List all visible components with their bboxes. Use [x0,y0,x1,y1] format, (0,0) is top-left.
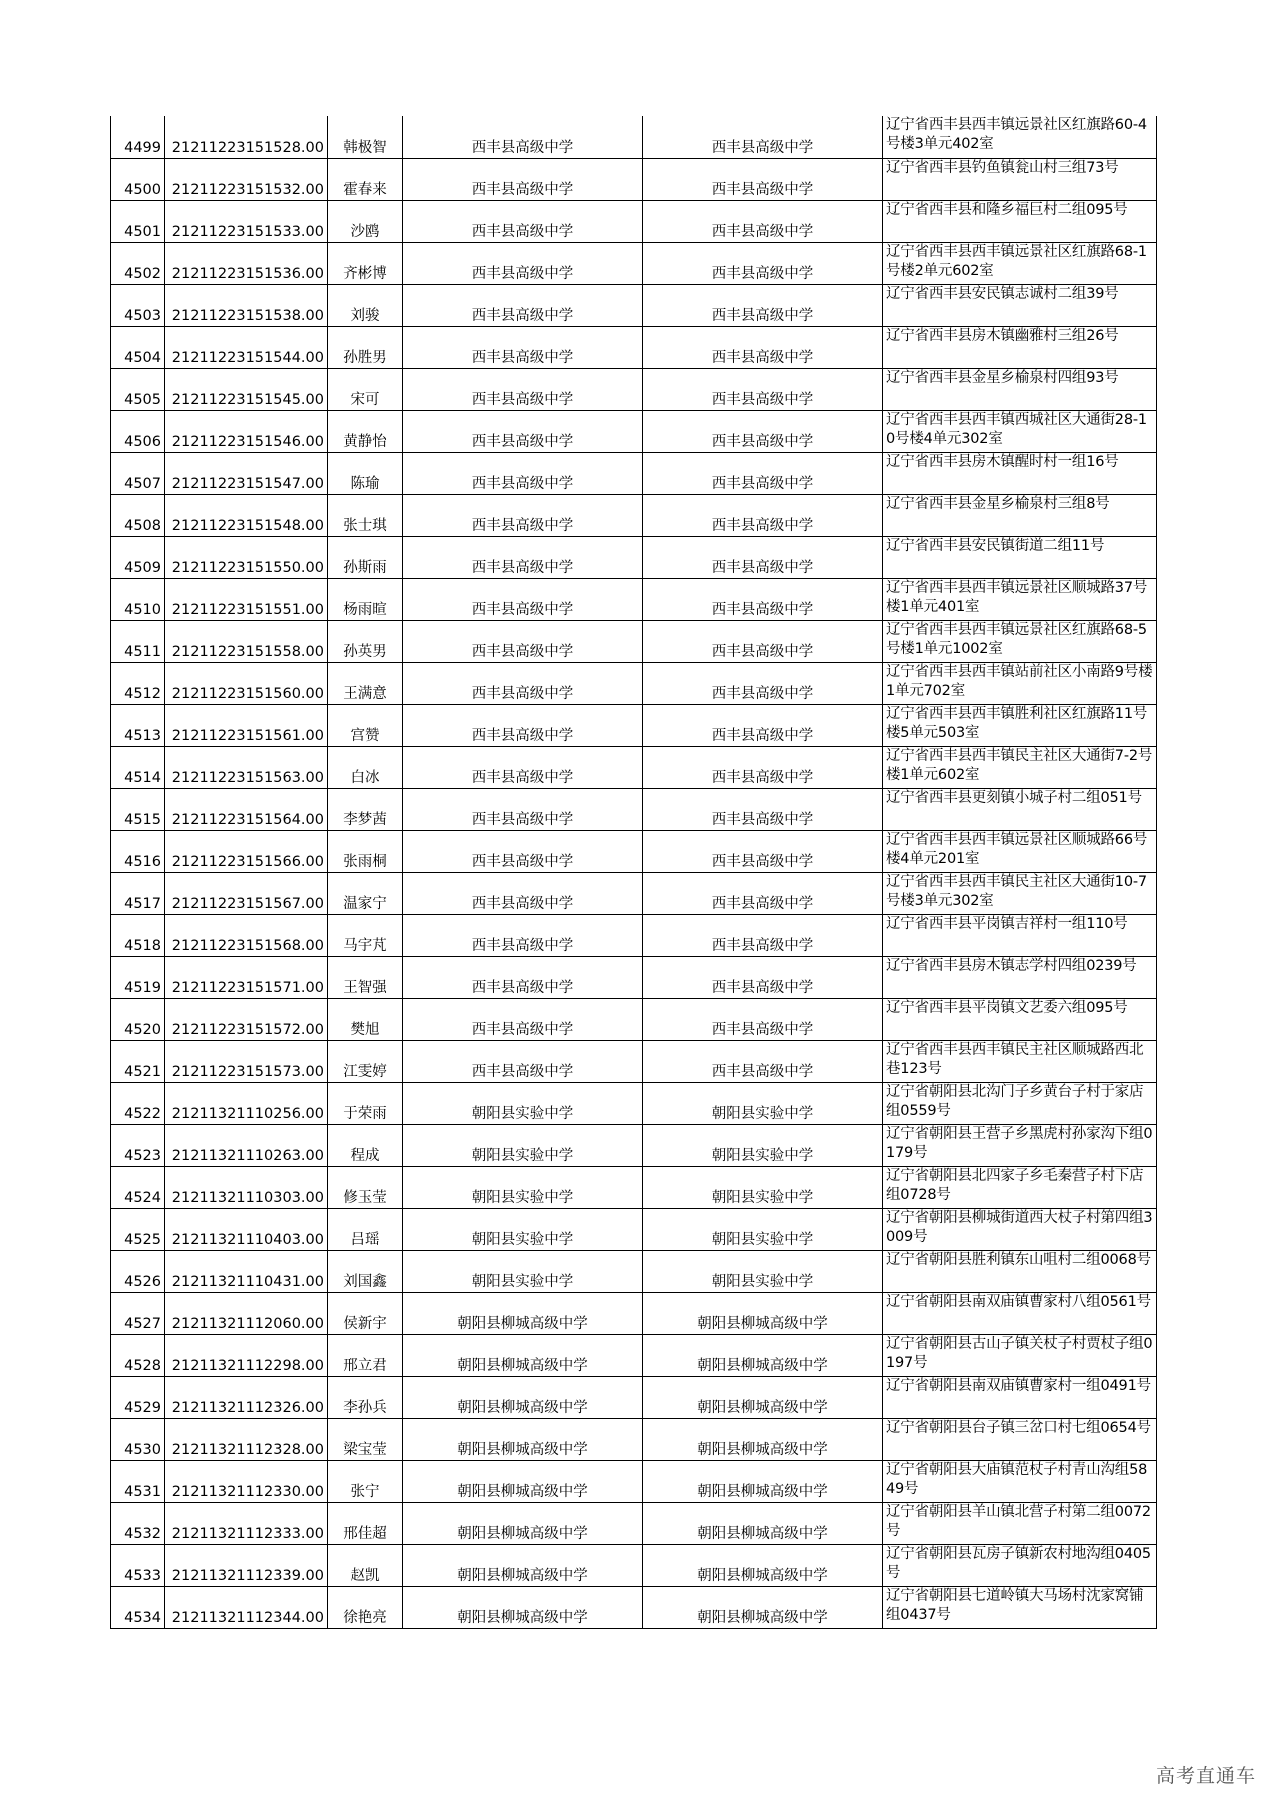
exam-id-cell: 21211223151548.00 [165,494,328,536]
admit-school-cell: 西丰县高级中学 [643,830,883,872]
exam-id-cell: 21211223151563.00 [165,746,328,788]
address-cell: 辽宁省西丰县安民镇志诚村二组39号 [883,284,1157,326]
student-name-cell: 黄静怡 [328,410,403,452]
address-cell: 辽宁省朝阳县柳城街道西大杖子村第四组3009号 [883,1208,1157,1250]
admit-school-cell: 西丰县高级中学 [643,158,883,200]
address-cell: 辽宁省西丰县西丰镇站前社区小南路9号楼1单元702室 [883,662,1157,704]
table-row [111,704,1157,746]
admit-school-cell: 朝阳县柳城高级中学 [643,1502,883,1544]
row-index-cell: 4515 [111,788,165,830]
table-row [111,998,1157,1040]
exam-id-cell: 21211223151544.00 [165,326,328,368]
table-row [111,1586,1157,1628]
exam-id-cell: 21211321110431.00 [165,1250,328,1292]
table-row [111,1040,1157,1082]
school-cell: 朝阳县实验中学 [403,1124,643,1166]
admit-school-cell: 朝阳县实验中学 [643,1082,883,1124]
student-name-cell: 于荣雨 [328,1082,403,1124]
school-cell: 西丰县高级中学 [403,494,643,536]
exam-id-cell: 21211223151547.00 [165,452,328,494]
school-cell: 西丰县高级中学 [403,704,643,746]
table-row [111,326,1157,368]
address-cell: 辽宁省西丰县西丰镇民主社区大通街7-2号楼1单元602室 [883,746,1157,788]
table-row [111,1334,1157,1376]
address-cell: 辽宁省朝阳县南双庙镇曹家村一组0491号 [883,1376,1157,1418]
table-row [111,1292,1157,1334]
table-row [111,1418,1157,1460]
admit-school-cell: 西丰县高级中学 [643,1040,883,1082]
school-cell: 西丰县高级中学 [403,158,643,200]
exam-id-cell: 21211321112060.00 [165,1292,328,1334]
address-cell: 辽宁省西丰县更刻镇小城子村二组051号 [883,788,1157,830]
row-index-cell: 4499 [111,116,165,158]
school-cell: 西丰县高级中学 [403,788,643,830]
table-row [111,200,1157,242]
student-name-cell: 修玉莹 [328,1166,403,1208]
address-cell: 辽宁省朝阳县大庙镇范杖子村青山沟组5849号 [883,1460,1157,1502]
exam-id-cell: 21211223151533.00 [165,200,328,242]
school-cell: 西丰县高级中学 [403,200,643,242]
student-name-cell: 樊旭 [328,998,403,1040]
row-index-cell: 4511 [111,620,165,662]
exam-id-cell: 21211223151532.00 [165,158,328,200]
address-cell: 辽宁省朝阳县北四家子乡毛秦营子村下店组0728号 [883,1166,1157,1208]
address-cell: 辽宁省朝阳县南双庙镇曹家村八组0561号 [883,1292,1157,1334]
admit-school-cell: 西丰县高级中学 [643,914,883,956]
exam-id-cell: 21211223151567.00 [165,872,328,914]
address-cell: 辽宁省西丰县安民镇街道二组11号 [883,536,1157,578]
student-name-cell: 张雨桐 [328,830,403,872]
exam-id-cell: 21211223151551.00 [165,578,328,620]
table-row [111,662,1157,704]
student-name-cell: 沙鸥 [328,200,403,242]
row-index-cell: 4504 [111,326,165,368]
row-index-cell: 4518 [111,914,165,956]
school-cell: 西丰县高级中学 [403,998,643,1040]
student-name-cell: 王满意 [328,662,403,704]
row-index-cell: 4528 [111,1334,165,1376]
admit-school-cell: 西丰县高级中学 [643,536,883,578]
table-row [111,914,1157,956]
row-index-cell: 4513 [111,704,165,746]
admit-school-cell: 西丰县高级中学 [643,872,883,914]
exam-id-cell: 21211321112328.00 [165,1418,328,1460]
row-index-cell: 4531 [111,1460,165,1502]
school-cell: 西丰县高级中学 [403,242,643,284]
table-row [111,1082,1157,1124]
exam-id-cell: 21211223151536.00 [165,242,328,284]
admit-school-cell: 西丰县高级中学 [643,242,883,284]
exam-id-cell: 21211223151558.00 [165,620,328,662]
table-row [111,284,1157,326]
school-cell: 朝阳县实验中学 [403,1082,643,1124]
student-name-cell: 邢立君 [328,1334,403,1376]
student-name-cell: 张宁 [328,1460,403,1502]
school-cell: 西丰县高级中学 [403,578,643,620]
table-row [111,1124,1157,1166]
school-cell: 朝阳县柳城高级中学 [403,1334,643,1376]
student-name-cell: 宫赞 [328,704,403,746]
table-row [111,1250,1157,1292]
admit-school-cell: 朝阳县柳城高级中学 [643,1376,883,1418]
row-index-cell: 4517 [111,872,165,914]
address-cell: 辽宁省西丰县钓鱼镇瓮山村三组73号 [883,158,1157,200]
row-index-cell: 4510 [111,578,165,620]
school-cell: 朝阳县柳城高级中学 [403,1460,643,1502]
exam-id-cell: 21211321112333.00 [165,1502,328,1544]
row-index-cell: 4520 [111,998,165,1040]
row-index-cell: 4524 [111,1166,165,1208]
admit-school-cell: 朝阳县实验中学 [643,1250,883,1292]
exam-id-cell: 21211321112326.00 [165,1376,328,1418]
table-row [111,578,1157,620]
student-name-cell: 马宇芃 [328,914,403,956]
watermark-text: 高考直通车 [1155,1765,1256,1787]
school-cell: 西丰县高级中学 [403,872,643,914]
address-cell: 辽宁省西丰县金星乡榆泉村四组93号 [883,368,1157,410]
school-cell: 朝阳县柳城高级中学 [403,1544,643,1586]
row-index-cell: 4529 [111,1376,165,1418]
address-cell: 辽宁省朝阳县瓦房子镇新农村地沟组0405号 [883,1544,1157,1586]
address-cell: 辽宁省西丰县房木镇醒时村一组16号 [883,452,1157,494]
admit-school-cell: 西丰县高级中学 [643,704,883,746]
student-name-cell: 齐彬博 [328,242,403,284]
row-index-cell: 4522 [111,1082,165,1124]
roster-table [110,116,1157,1629]
table-row [111,1502,1157,1544]
admit-school-cell: 西丰县高级中学 [643,284,883,326]
school-cell: 朝阳县柳城高级中学 [403,1292,643,1334]
school-cell: 西丰县高级中学 [403,956,643,998]
table-row [111,1166,1157,1208]
exam-id-cell: 21211223151566.00 [165,830,328,872]
row-index-cell: 4521 [111,1040,165,1082]
student-name-cell: 张士琪 [328,494,403,536]
school-cell: 西丰县高级中学 [403,452,643,494]
address-cell: 辽宁省西丰县金星乡榆泉村三组8号 [883,494,1157,536]
table-row [111,1208,1157,1250]
school-cell: 西丰县高级中学 [403,1040,643,1082]
address-cell: 辽宁省西丰县西丰镇胜利社区红旗路11号楼5单元503室 [883,704,1157,746]
roster-body [111,116,1157,1628]
address-cell: 辽宁省朝阳县胜利镇东山咀村二组0068号 [883,1250,1157,1292]
school-cell: 西丰县高级中学 [403,536,643,578]
row-index-cell: 4533 [111,1544,165,1586]
admit-school-cell: 西丰县高级中学 [643,578,883,620]
table-row [111,452,1157,494]
table-row [111,242,1157,284]
admit-school-cell: 朝阳县实验中学 [643,1166,883,1208]
student-name-cell: 江雯婷 [328,1040,403,1082]
exam-id-cell: 21211321110303.00 [165,1166,328,1208]
row-index-cell: 4507 [111,452,165,494]
admit-school-cell: 西丰县高级中学 [643,746,883,788]
address-cell: 辽宁省朝阳县北沟门子乡黄台子村于家店组0559号 [883,1082,1157,1124]
admit-school-cell: 西丰县高级中学 [643,368,883,410]
row-index-cell: 4532 [111,1502,165,1544]
address-cell: 辽宁省西丰县房木镇幽雅村三组26号 [883,326,1157,368]
table-row [111,158,1157,200]
exam-id-cell: 21211223151564.00 [165,788,328,830]
admit-school-cell: 西丰县高级中学 [643,620,883,662]
school-cell: 朝阳县柳城高级中学 [403,1418,643,1460]
admit-school-cell: 西丰县高级中学 [643,662,883,704]
exam-id-cell: 21211223151550.00 [165,536,328,578]
admit-school-cell: 西丰县高级中学 [643,452,883,494]
address-cell: 辽宁省西丰县西丰镇远景社区顺城路37号楼1单元401室 [883,578,1157,620]
row-index-cell: 4505 [111,368,165,410]
exam-id-cell: 21211223151538.00 [165,284,328,326]
student-name-cell: 侯新宇 [328,1292,403,1334]
admit-school-cell: 西丰县高级中学 [643,494,883,536]
address-cell: 辽宁省西丰县西丰镇远景社区红旗路68-5号楼1单元1002室 [883,620,1157,662]
table-row [111,746,1157,788]
row-index-cell: 4506 [111,410,165,452]
row-index-cell: 4527 [111,1292,165,1334]
table-row [111,788,1157,830]
exam-id-cell: 21211321110403.00 [165,1208,328,1250]
exam-id-cell: 21211223151545.00 [165,368,328,410]
admit-school-cell: 朝阳县柳城高级中学 [643,1334,883,1376]
school-cell: 朝阳县实验中学 [403,1250,643,1292]
row-index-cell: 4526 [111,1250,165,1292]
school-cell: 朝阳县柳城高级中学 [403,1586,643,1628]
admit-school-cell: 朝阳县实验中学 [643,1208,883,1250]
school-cell: 西丰县高级中学 [403,830,643,872]
address-cell: 辽宁省朝阳县台子镇三岔口村七组0654号 [883,1418,1157,1460]
student-name-cell: 白冰 [328,746,403,788]
school-cell: 西丰县高级中学 [403,284,643,326]
admit-school-cell: 朝阳县柳城高级中学 [643,1292,883,1334]
exam-id-cell: 21211321110263.00 [165,1124,328,1166]
admit-school-cell: 西丰县高级中学 [643,998,883,1040]
row-index-cell: 4523 [111,1124,165,1166]
exam-id-cell: 21211223151546.00 [165,410,328,452]
school-cell: 西丰县高级中学 [403,746,643,788]
school-cell: 西丰县高级中学 [403,410,643,452]
school-cell: 西丰县高级中学 [403,326,643,368]
admit-school-cell: 西丰县高级中学 [643,410,883,452]
table-row [111,536,1157,578]
address-cell: 辽宁省西丰县西丰镇远景社区顺城路66号楼4单元201室 [883,830,1157,872]
exam-id-cell: 21211223151573.00 [165,1040,328,1082]
student-name-cell: 赵凯 [328,1544,403,1586]
school-cell: 朝阳县实验中学 [403,1166,643,1208]
exam-id-cell: 21211321110256.00 [165,1082,328,1124]
exam-id-cell: 21211321112330.00 [165,1460,328,1502]
table-row [111,620,1157,662]
table-row [111,872,1157,914]
student-name-cell: 温家宁 [328,872,403,914]
row-index-cell: 4516 [111,830,165,872]
student-name-cell: 宋可 [328,368,403,410]
exam-id-cell: 21211321112339.00 [165,1544,328,1586]
address-cell: 辽宁省西丰县和隆乡福巨村二组095号 [883,200,1157,242]
student-name-cell: 徐艳亮 [328,1586,403,1628]
row-index-cell: 4514 [111,746,165,788]
exam-id-cell: 21211321112344.00 [165,1586,328,1628]
school-cell: 西丰县高级中学 [403,914,643,956]
student-name-cell: 李梦茜 [328,788,403,830]
address-cell: 辽宁省朝阳县古山子镇关杖子村贾杖子组0197号 [883,1334,1157,1376]
admit-school-cell: 朝阳县柳城高级中学 [643,1544,883,1586]
student-name-cell: 邢佳超 [328,1502,403,1544]
school-cell: 西丰县高级中学 [403,368,643,410]
student-name-cell: 刘骏 [328,284,403,326]
school-cell: 西丰县高级中学 [403,620,643,662]
row-index-cell: 4512 [111,662,165,704]
admit-school-cell: 西丰县高级中学 [643,788,883,830]
student-name-cell: 孙胜男 [328,326,403,368]
row-index-cell: 4500 [111,158,165,200]
student-name-cell: 陈瑜 [328,452,403,494]
row-index-cell: 4503 [111,284,165,326]
school-cell: 朝阳县柳城高级中学 [403,1502,643,1544]
student-name-cell: 霍春来 [328,158,403,200]
address-cell: 辽宁省西丰县西丰镇西城社区大通街28-10号楼4单元302室 [883,410,1157,452]
table-row [111,368,1157,410]
admit-school-cell: 西丰县高级中学 [643,956,883,998]
admit-school-cell: 西丰县高级中学 [643,326,883,368]
school-cell: 朝阳县柳城高级中学 [403,1376,643,1418]
address-cell: 辽宁省西丰县平岗镇吉祥村一组110号 [883,914,1157,956]
row-index-cell: 4502 [111,242,165,284]
row-index-cell: 4509 [111,536,165,578]
student-name-cell: 程成 [328,1124,403,1166]
school-cell: 朝阳县实验中学 [403,1208,643,1250]
address-cell: 辽宁省西丰县房木镇志学村四组0239号 [883,956,1157,998]
table-row [111,494,1157,536]
exam-id-cell: 21211223151561.00 [165,704,328,746]
address-cell: 辽宁省朝阳县羊山镇北营子村第二组0072号 [883,1502,1157,1544]
student-name-cell: 李孙兵 [328,1376,403,1418]
admit-school-cell: 朝阳县柳城高级中学 [643,1460,883,1502]
school-cell: 西丰县高级中学 [403,662,643,704]
student-name-cell: 吕瑶 [328,1208,403,1250]
row-index-cell: 4534 [111,1586,165,1628]
table-row [111,1460,1157,1502]
admit-school-cell: 西丰县高级中学 [643,200,883,242]
student-name-cell: 孙英男 [328,620,403,662]
row-index-cell: 4525 [111,1208,165,1250]
address-cell: 辽宁省西丰县西丰镇远景社区红旗路68-1号楼2单元602室 [883,242,1157,284]
student-name-cell: 王智强 [328,956,403,998]
student-name-cell: 梁宝莹 [328,1418,403,1460]
row-index-cell: 4519 [111,956,165,998]
exam-id-cell: 21211223151560.00 [165,662,328,704]
address-cell: 辽宁省西丰县西丰镇民主社区大通街10-7号楼3单元302室 [883,872,1157,914]
school-cell: 西丰县高级中学 [403,116,643,158]
table-row [111,956,1157,998]
table-row [111,830,1157,872]
exam-id-cell: 21211321112298.00 [165,1334,328,1376]
address-cell: 辽宁省朝阳县王营子乡黑虎村孙家沟下组0179号 [883,1124,1157,1166]
exam-id-cell: 21211223151571.00 [165,956,328,998]
address-cell: 辽宁省西丰县平岗镇文艺委六组095号 [883,998,1157,1040]
table-row [111,116,1157,158]
table-row [111,410,1157,452]
address-cell: 辽宁省朝阳县七道岭镇大马场村沈家窝铺组0437号 [883,1586,1157,1628]
exam-id-cell: 21211223151568.00 [165,914,328,956]
admit-school-cell: 朝阳县柳城高级中学 [643,1586,883,1628]
admit-school-cell: 西丰县高级中学 [643,116,883,158]
exam-id-cell: 21211223151528.00 [165,116,328,158]
student-name-cell: 刘国鑫 [328,1250,403,1292]
table-row [111,1376,1157,1418]
row-index-cell: 4530 [111,1418,165,1460]
student-name-cell: 孙斯雨 [328,536,403,578]
student-name-cell: 韩极智 [328,116,403,158]
address-cell: 辽宁省西丰县西丰镇远景社区红旗路60-4号楼3单元402室 [883,116,1157,158]
exam-id-cell: 21211223151572.00 [165,998,328,1040]
admit-school-cell: 朝阳县实验中学 [643,1124,883,1166]
row-index-cell: 4508 [111,494,165,536]
student-name-cell: 杨雨暄 [328,578,403,620]
admit-school-cell: 朝阳县柳城高级中学 [643,1418,883,1460]
table-row [111,1544,1157,1586]
address-cell: 辽宁省西丰县西丰镇民主社区顺城路西北巷123号 [883,1040,1157,1082]
row-index-cell: 4501 [111,200,165,242]
